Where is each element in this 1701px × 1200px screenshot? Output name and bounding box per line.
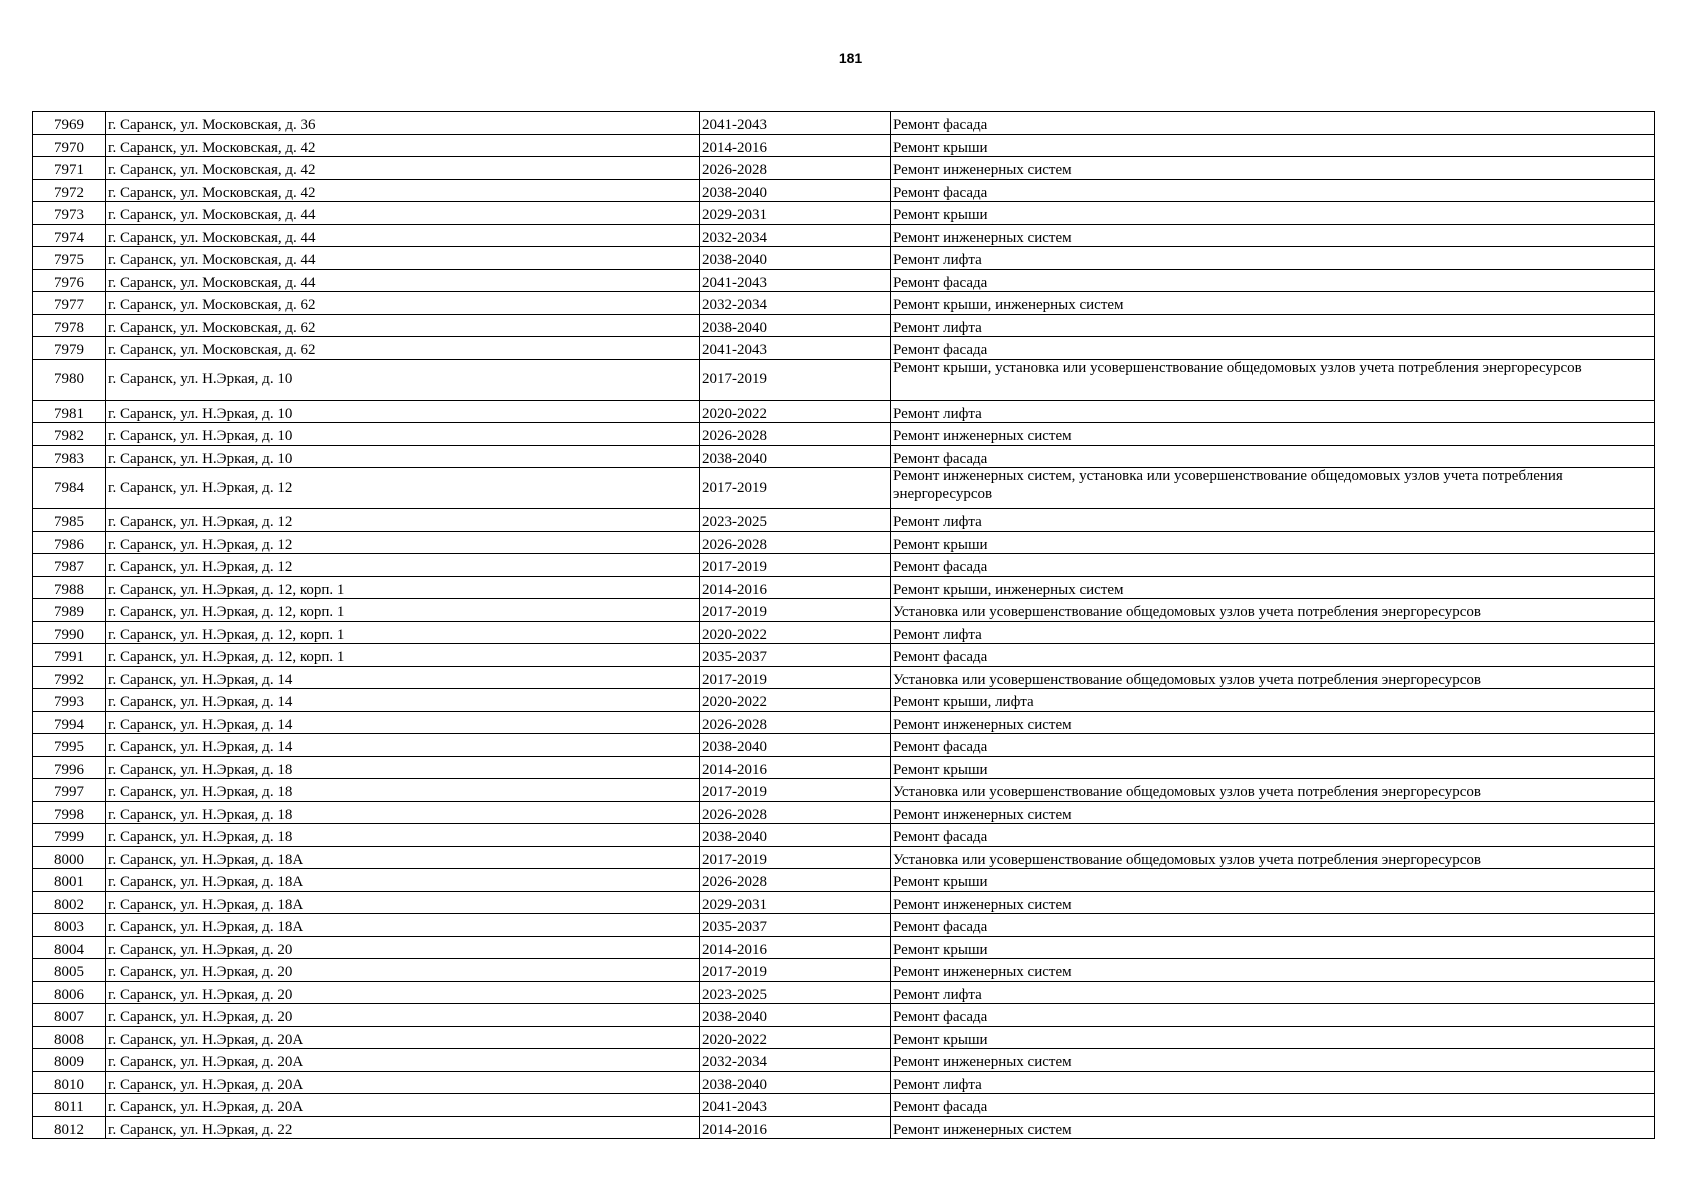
period-cell: 2023-2025 <box>700 981 891 1004</box>
row-number-cell: 7984 <box>33 468 106 509</box>
row-number-cell: 8009 <box>33 1049 106 1072</box>
row-number-cell: 8010 <box>33 1071 106 1094</box>
table-row <box>33 666 1655 689</box>
address-cell: г. Саранск, ул. Н.Эркая, д. 18 <box>106 824 700 847</box>
table-row <box>33 314 1655 337</box>
row-number-cell: 7986 <box>33 531 106 554</box>
period-cell: 2032-2034 <box>700 1049 891 1072</box>
row-number-cell: 7971 <box>33 157 106 180</box>
address-cell: г. Саранск, ул. Н.Эркая, д. 20А <box>106 1071 700 1094</box>
work-type-cell: Ремонт фасада <box>891 337 1655 360</box>
table-row <box>33 445 1655 468</box>
address-cell: г. Саранск, ул. Н.Эркая, д. 20А <box>106 1026 700 1049</box>
period-cell: 2035-2037 <box>700 644 891 667</box>
period-cell: 2014-2016 <box>700 756 891 779</box>
address-cell: г. Саранск, ул. Московская, д. 44 <box>106 224 700 247</box>
period-cell: 2020-2022 <box>700 689 891 712</box>
table-row <box>33 400 1655 423</box>
row-number-cell: 7980 <box>33 359 106 400</box>
page-number: 181 <box>838 50 863 66</box>
work-type-cell: Ремонт инженерных систем <box>891 1049 1655 1072</box>
row-number-cell: 7987 <box>33 554 106 577</box>
period-cell: 2038-2040 <box>700 247 891 270</box>
work-type-cell: Ремонт инженерных систем <box>891 1116 1655 1139</box>
period-cell: 2017-2019 <box>700 554 891 577</box>
period-cell: 2026-2028 <box>700 869 891 892</box>
row-number-cell: 7983 <box>33 445 106 468</box>
row-number-cell: 7992 <box>33 666 106 689</box>
work-type-cell: Ремонт крыши <box>891 531 1655 554</box>
row-number-cell: 7969 <box>33 112 106 135</box>
period-cell: 2023-2025 <box>700 509 891 532</box>
period-cell: 2020-2022 <box>700 621 891 644</box>
period-cell: 2026-2028 <box>700 531 891 554</box>
row-number-cell: 7999 <box>33 824 106 847</box>
period-cell: 2017-2019 <box>700 779 891 802</box>
period-cell: 2017-2019 <box>700 666 891 689</box>
address-cell: г. Саранск, ул. Н.Эркая, д. 12, корп. 1 <box>106 599 700 622</box>
address-cell: г. Саранск, ул. Н.Эркая, д. 18А <box>106 914 700 937</box>
address-cell: г. Саранск, ул. Н.Эркая, д. 10 <box>106 400 700 423</box>
work-type-cell: Ремонт фасада <box>891 179 1655 202</box>
table-row <box>33 1004 1655 1027</box>
period-cell: 2035-2037 <box>700 914 891 937</box>
period-cell: 2038-2040 <box>700 314 891 337</box>
row-number-cell: 8007 <box>33 1004 106 1027</box>
address-cell: г. Саранск, ул. Н.Эркая, д. 18А <box>106 891 700 914</box>
address-cell: г. Саранск, ул. Н.Эркая, д. 10 <box>106 423 700 446</box>
row-number-cell: 7978 <box>33 314 106 337</box>
address-cell: г. Саранск, ул. Н.Эркая, д. 14 <box>106 711 700 734</box>
work-type-cell: Установка или усовершенствование общедомовых узлов учета потребления энергоресурсов <box>891 846 1655 869</box>
period-cell: 2014-2016 <box>700 936 891 959</box>
row-number-cell: 7973 <box>33 202 106 225</box>
period-cell: 2017-2019 <box>700 468 891 509</box>
row-number-cell: 8012 <box>33 1116 106 1139</box>
work-type-cell: Ремонт крыши <box>891 936 1655 959</box>
row-number-cell: 8000 <box>33 846 106 869</box>
work-type-cell: Ремонт инженерных систем <box>891 224 1655 247</box>
work-type-cell: Ремонт лифта <box>891 400 1655 423</box>
address-cell: г. Саранск, ул. Н.Эркая, д. 14 <box>106 689 700 712</box>
work-type-cell: Ремонт крыши <box>891 869 1655 892</box>
work-type-cell: Ремонт крыши, лифта <box>891 689 1655 712</box>
table-row <box>33 1094 1655 1117</box>
row-number-cell: 7977 <box>33 292 106 315</box>
address-cell: г. Саранск, ул. Московская, д. 62 <box>106 337 700 360</box>
address-cell: г. Саранск, ул. Н.Эркая, д. 18 <box>106 779 700 802</box>
period-cell: 2038-2040 <box>700 445 891 468</box>
work-type-cell: Установка или усовершенствование общедомовых узлов учета потребления энергоресурсов <box>891 779 1655 802</box>
work-type-cell: Ремонт крыши <box>891 202 1655 225</box>
row-number-cell: 7985 <box>33 509 106 532</box>
period-cell: 2038-2040 <box>700 824 891 847</box>
table-row <box>33 337 1655 360</box>
table-row <box>33 423 1655 446</box>
row-number-cell: 7975 <box>33 247 106 270</box>
table-row <box>33 1049 1655 1072</box>
work-type-cell: Ремонт фасада <box>891 445 1655 468</box>
work-type-cell: Ремонт крыши, установка или усовершенствование общедомовых узлов учета потребления энергоресурсов <box>891 359 1655 400</box>
address-cell: г. Саранск, ул. Н.Эркая, д. 18А <box>106 869 700 892</box>
table-row <box>33 936 1655 959</box>
work-type-cell: Ремонт фасада <box>891 734 1655 757</box>
work-type-cell: Ремонт инженерных систем <box>891 891 1655 914</box>
table-row <box>33 756 1655 779</box>
row-number-cell: 7988 <box>33 576 106 599</box>
table-row <box>33 644 1655 667</box>
row-number-cell: 7976 <box>33 269 106 292</box>
address-cell: г. Саранск, ул. Н.Эркая, д. 22 <box>106 1116 700 1139</box>
row-number-cell: 8006 <box>33 981 106 1004</box>
row-number-cell: 7972 <box>33 179 106 202</box>
work-type-cell: Установка или усовершенствование общедомовых узлов учета потребления энергоресурсов <box>891 599 1655 622</box>
row-number-cell: 7982 <box>33 423 106 446</box>
table-row <box>33 711 1655 734</box>
row-number-cell: 8002 <box>33 891 106 914</box>
period-cell: 2014-2016 <box>700 576 891 599</box>
period-cell: 2014-2016 <box>700 1116 891 1139</box>
work-type-cell: Ремонт фасада <box>891 1094 1655 1117</box>
row-number-cell: 7979 <box>33 337 106 360</box>
work-type-cell: Ремонт лифта <box>891 509 1655 532</box>
address-cell: г. Саранск, ул. Н.Эркая, д. 12, корп. 1 <box>106 644 700 667</box>
table-row <box>33 801 1655 824</box>
work-type-cell: Ремонт инженерных систем <box>891 959 1655 982</box>
period-cell: 2041-2043 <box>700 1094 891 1117</box>
row-number-cell: 7990 <box>33 621 106 644</box>
table-row <box>33 468 1655 509</box>
address-cell: г. Саранск, ул. Московская, д. 44 <box>106 202 700 225</box>
row-number-cell: 8004 <box>33 936 106 959</box>
row-number-cell: 7989 <box>33 599 106 622</box>
table-row <box>33 1116 1655 1139</box>
address-cell: г. Саранск, ул. Н.Эркая, д. 20 <box>106 936 700 959</box>
period-cell: 2041-2043 <box>700 269 891 292</box>
address-cell: г. Саранск, ул. Н.Эркая, д. 20 <box>106 1004 700 1027</box>
address-cell: г. Саранск, ул. Н.Эркая, д. 14 <box>106 666 700 689</box>
address-cell: г. Саранск, ул. Н.Эркая, д. 12 <box>106 554 700 577</box>
table-row <box>33 554 1655 577</box>
row-number-cell: 7991 <box>33 644 106 667</box>
table-row <box>33 846 1655 869</box>
table-row <box>33 824 1655 847</box>
row-number-cell: 7970 <box>33 134 106 157</box>
work-type-cell: Ремонт фасада <box>891 914 1655 937</box>
table-row <box>33 869 1655 892</box>
period-cell: 2029-2031 <box>700 202 891 225</box>
table-body <box>33 112 1655 1139</box>
address-cell: г. Саранск, ул. Московская, д. 36 <box>106 112 700 135</box>
period-cell: 2038-2040 <box>700 1071 891 1094</box>
period-cell: 2026-2028 <box>700 423 891 446</box>
period-cell: 2038-2040 <box>700 179 891 202</box>
address-cell: г. Саранск, ул. Н.Эркая, д. 12, корп. 1 <box>106 621 700 644</box>
period-cell: 2017-2019 <box>700 359 891 400</box>
table-row <box>33 359 1655 400</box>
table-row <box>33 734 1655 757</box>
address-cell: г. Саранск, ул. Н.Эркая, д. 12 <box>106 531 700 554</box>
work-type-cell: Ремонт лифта <box>891 981 1655 1004</box>
row-number-cell: 8003 <box>33 914 106 937</box>
row-number-cell: 8005 <box>33 959 106 982</box>
period-cell: 2017-2019 <box>700 846 891 869</box>
row-number-cell: 8001 <box>33 869 106 892</box>
address-cell: г. Саранск, ул. Н.Эркая, д. 20 <box>106 959 700 982</box>
address-cell: г. Саранск, ул. Н.Эркая, д. 20А <box>106 1049 700 1072</box>
address-cell: г. Саранск, ул. Московская, д. 62 <box>106 314 700 337</box>
table-row <box>33 179 1655 202</box>
work-type-cell: Ремонт крыши <box>891 1026 1655 1049</box>
address-cell: г. Саранск, ул. Н.Эркая, д. 18 <box>106 801 700 824</box>
table-row <box>33 112 1655 135</box>
work-type-cell: Ремонт инженерных систем <box>891 801 1655 824</box>
table-row <box>33 891 1655 914</box>
period-cell: 2026-2028 <box>700 157 891 180</box>
table-row <box>33 779 1655 802</box>
period-cell: 2041-2043 <box>700 337 891 360</box>
address-cell: г. Саранск, ул. Н.Эркая, д. 20А <box>106 1094 700 1117</box>
table-row <box>33 531 1655 554</box>
table-row <box>33 509 1655 532</box>
period-cell: 2026-2028 <box>700 801 891 824</box>
address-cell: г. Саранск, ул. Московская, д. 62 <box>106 292 700 315</box>
work-type-cell: Ремонт лифта <box>891 1071 1655 1094</box>
work-type-cell: Ремонт фасада <box>891 554 1655 577</box>
work-type-cell: Ремонт инженерных систем <box>891 423 1655 446</box>
period-cell: 2038-2040 <box>700 734 891 757</box>
work-type-cell: Ремонт крыши, инженерных систем <box>891 576 1655 599</box>
capital-repair-table <box>32 111 1655 1139</box>
period-cell: 2032-2034 <box>700 224 891 247</box>
row-number-cell: 8008 <box>33 1026 106 1049</box>
address-cell: г. Саранск, ул. Н.Эркая, д. 10 <box>106 359 700 400</box>
address-cell: г. Саранск, ул. Московская, д. 42 <box>106 157 700 180</box>
work-type-cell: Ремонт лифта <box>891 621 1655 644</box>
row-number-cell: 7994 <box>33 711 106 734</box>
work-type-cell: Ремонт фасада <box>891 112 1655 135</box>
table-row <box>33 247 1655 270</box>
table-row <box>33 202 1655 225</box>
table-row <box>33 157 1655 180</box>
address-cell: г. Саранск, ул. Н.Эркая, д. 10 <box>106 445 700 468</box>
address-cell: г. Саранск, ул. Н.Эркая, д. 12 <box>106 468 700 509</box>
address-cell: г. Саранск, ул. Московская, д. 44 <box>106 269 700 292</box>
period-cell: 2032-2034 <box>700 292 891 315</box>
row-number-cell: 8011 <box>33 1094 106 1117</box>
period-cell: 2014-2016 <box>700 134 891 157</box>
period-cell: 2017-2019 <box>700 959 891 982</box>
work-type-cell: Ремонт лифта <box>891 314 1655 337</box>
period-cell: 2029-2031 <box>700 891 891 914</box>
row-number-cell: 7995 <box>33 734 106 757</box>
table-row <box>33 599 1655 622</box>
table-row <box>33 959 1655 982</box>
period-cell: 2026-2028 <box>700 711 891 734</box>
period-cell: 2017-2019 <box>700 599 891 622</box>
work-type-cell: Ремонт крыши <box>891 134 1655 157</box>
address-cell: г. Саранск, ул. Н.Эркая, д. 18А <box>106 846 700 869</box>
work-type-cell: Установка или усовершенствование общедомовых узлов учета потребления энергоресурсов <box>891 666 1655 689</box>
address-cell: г. Саранск, ул. Н.Эркая, д. 14 <box>106 734 700 757</box>
work-type-cell: Ремонт крыши, инженерных систем <box>891 292 1655 315</box>
table-row <box>33 292 1655 315</box>
work-type-cell: Ремонт лифта <box>891 247 1655 270</box>
table-row <box>33 134 1655 157</box>
period-cell: 2041-2043 <box>700 112 891 135</box>
row-number-cell: 7996 <box>33 756 106 779</box>
row-number-cell: 7993 <box>33 689 106 712</box>
table-row <box>33 914 1655 937</box>
table-row <box>33 689 1655 712</box>
work-type-cell: Ремонт фасада <box>891 824 1655 847</box>
table-row <box>33 1071 1655 1094</box>
table-row <box>33 576 1655 599</box>
period-cell: 2020-2022 <box>700 400 891 423</box>
table-row <box>33 621 1655 644</box>
address-cell: г. Саранск, ул. Н.Эркая, д. 12, корп. 1 <box>106 576 700 599</box>
address-cell: г. Саранск, ул. Н.Эркая, д. 18 <box>106 756 700 779</box>
table-row <box>33 224 1655 247</box>
address-cell: г. Саранск, ул. Московская, д. 42 <box>106 134 700 157</box>
row-number-cell: 7974 <box>33 224 106 247</box>
table-row <box>33 269 1655 292</box>
period-cell: 2020-2022 <box>700 1026 891 1049</box>
row-number-cell: 7997 <box>33 779 106 802</box>
work-type-cell: Ремонт фасада <box>891 1004 1655 1027</box>
work-type-cell: Ремонт фасада <box>891 644 1655 667</box>
work-type-cell: Ремонт инженерных систем, установка или усовершенствование общедомовых узлов учета потребления энергоресурсов <box>891 468 1655 509</box>
address-cell: г. Саранск, ул. Московская, д. 42 <box>106 179 700 202</box>
row-number-cell: 7998 <box>33 801 106 824</box>
address-cell: г. Саранск, ул. Московская, д. 44 <box>106 247 700 270</box>
work-type-cell: Ремонт инженерных систем <box>891 157 1655 180</box>
address-cell: г. Саранск, ул. Н.Эркая, д. 20 <box>106 981 700 1004</box>
period-cell: 2038-2040 <box>700 1004 891 1027</box>
table-row <box>33 1026 1655 1049</box>
address-cell: г. Саранск, ул. Н.Эркая, д. 12 <box>106 509 700 532</box>
table-row <box>33 981 1655 1004</box>
work-type-cell: Ремонт крыши <box>891 756 1655 779</box>
work-type-cell: Ремонт инженерных систем <box>891 711 1655 734</box>
row-number-cell: 7981 <box>33 400 106 423</box>
work-type-cell: Ремонт фасада <box>891 269 1655 292</box>
